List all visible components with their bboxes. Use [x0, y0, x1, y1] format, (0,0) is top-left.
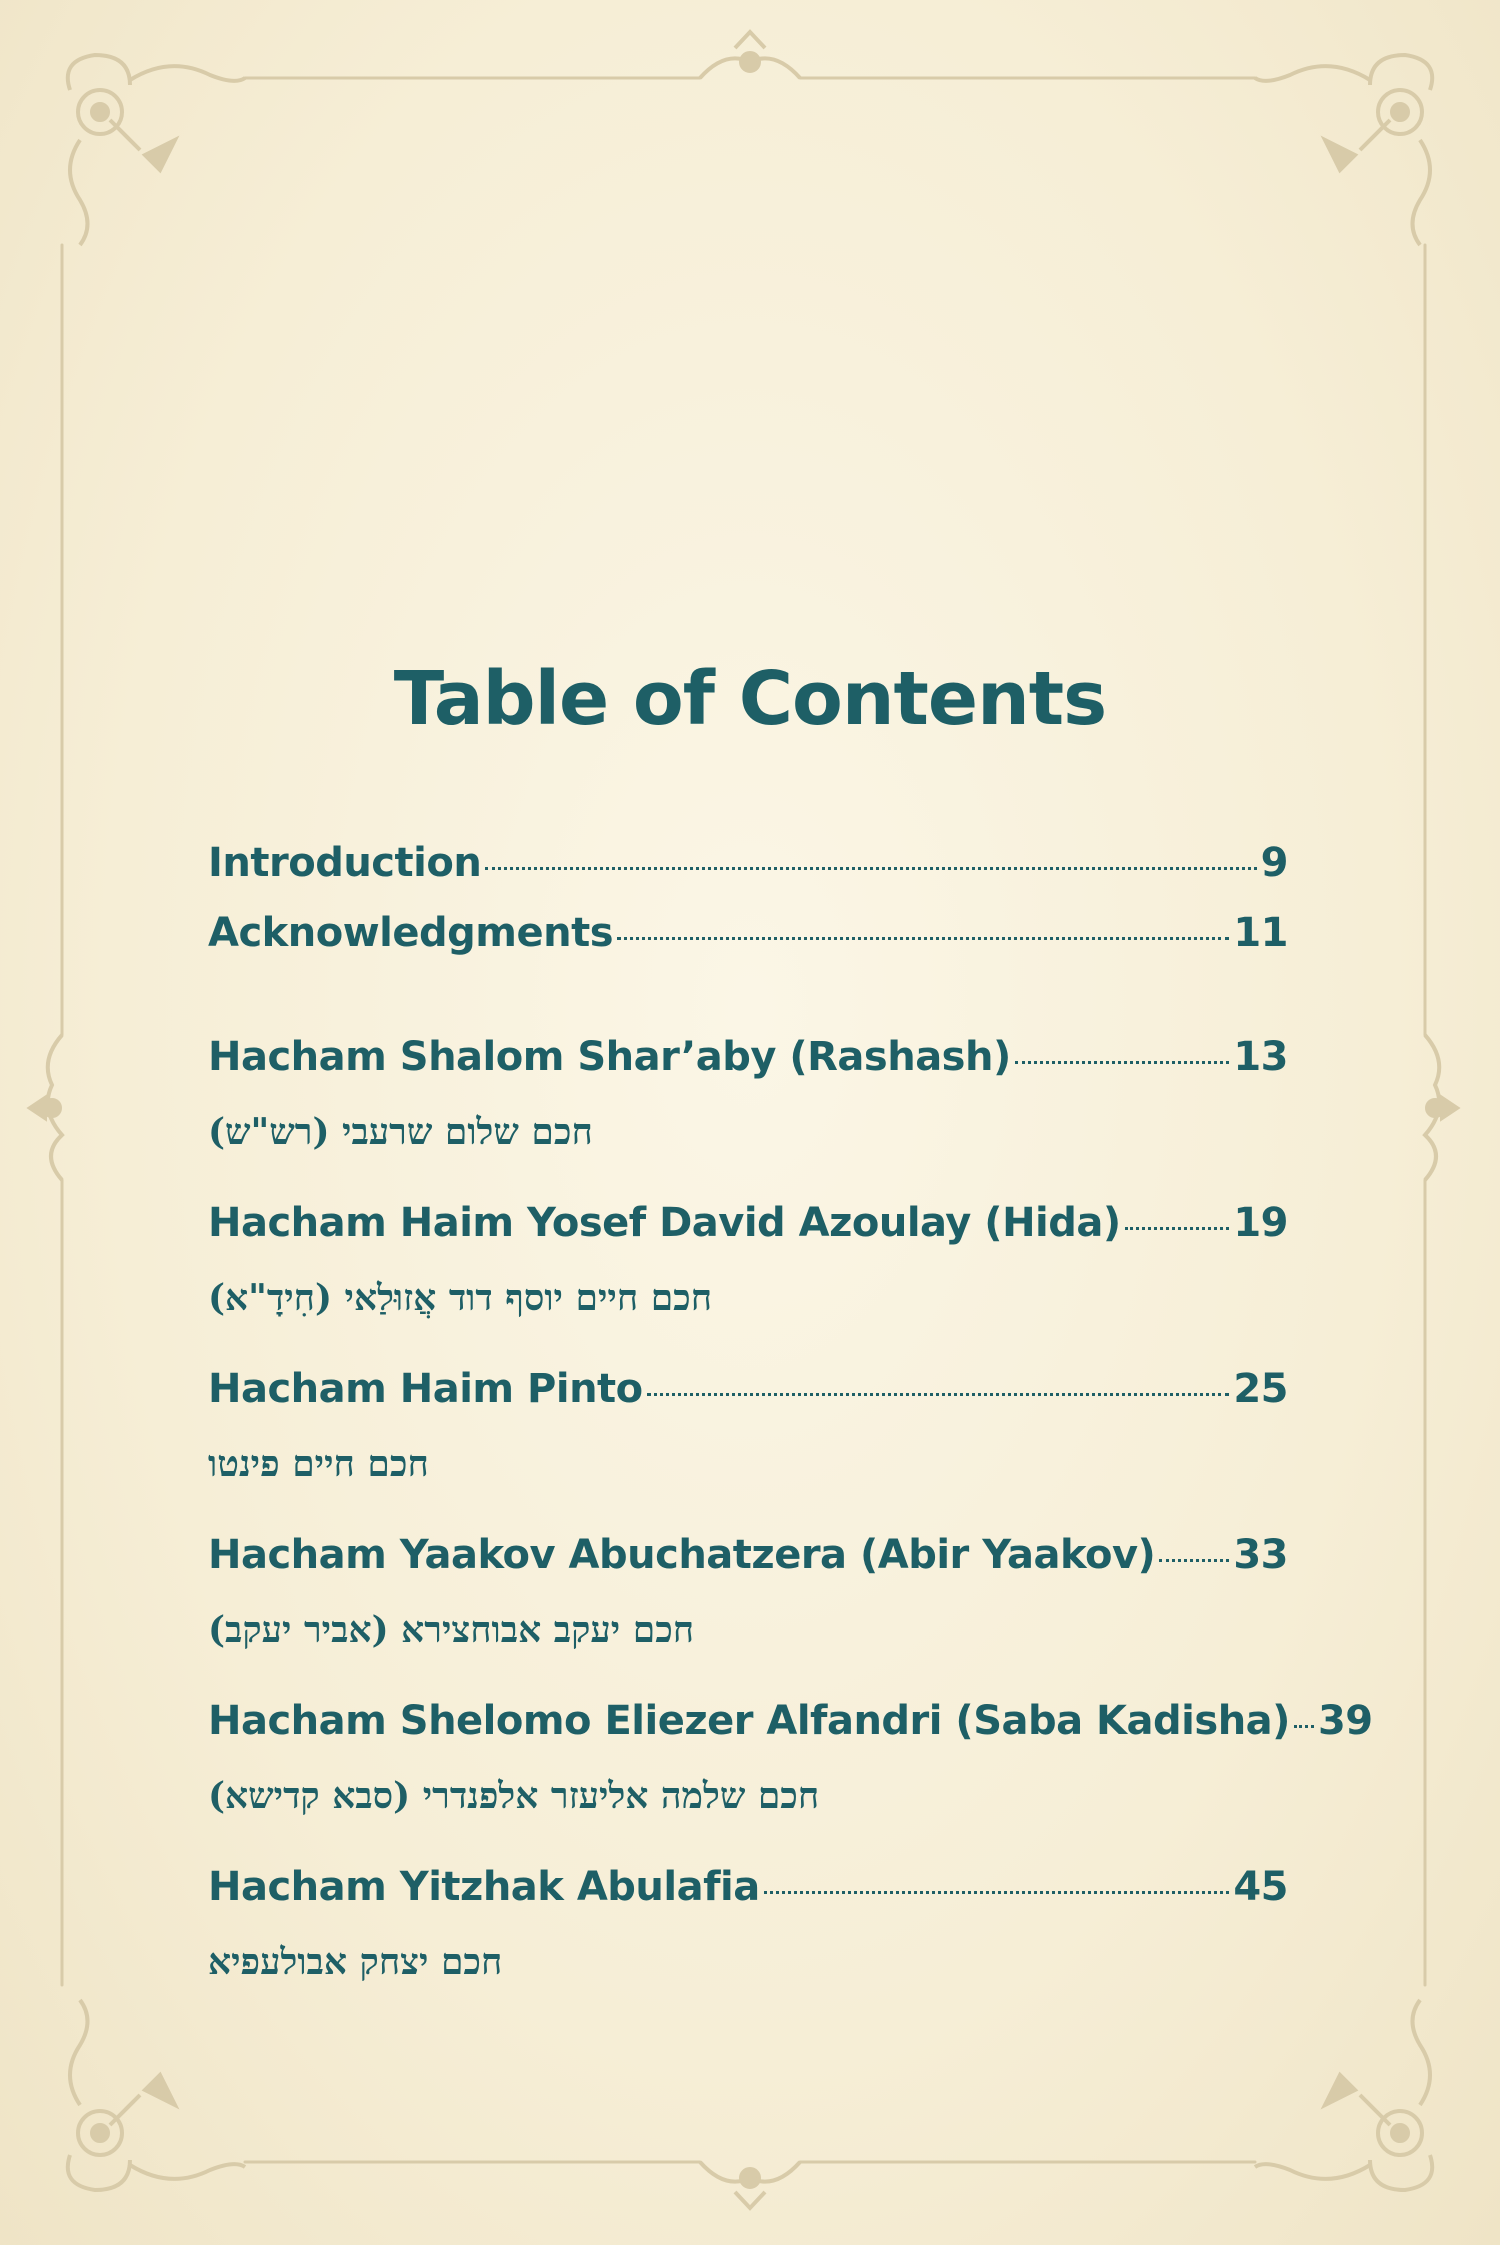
corner-ornament-bottom-left: [68, 2000, 245, 2190]
dot-leader: [1294, 1725, 1314, 1728]
toc-entry-label: Introduction: [208, 840, 482, 886]
toc-chapter-pinto: [208, 1366, 1288, 1492]
dot-leader: [1125, 1227, 1230, 1230]
toc-entry-chapter[interactable]: [208, 1366, 1288, 1436]
toc-entry-label: Hacham Yitzhak Abulafia: [208, 1864, 760, 1910]
toc-entry-chapter[interactable]: [208, 1200, 1288, 1270]
toc-page-number: 33: [1233, 1532, 1288, 1578]
dot-leader: [617, 937, 1229, 940]
page-title: Table of Contents: [393, 656, 1107, 742]
dot-leader: [647, 1393, 1230, 1396]
toc-entry-chapter[interactable]: [208, 1034, 1288, 1104]
toc-entry-label: Hacham Yaakov Abuchatzera (Abir Yaakov): [208, 1532, 1156, 1578]
toc-entry-introduction[interactable]: [208, 840, 1288, 910]
toc-page-number: 9: [1260, 840, 1288, 886]
toc-hebrew-title: חכם יעקב אבוחצירא (אביר יעקב): [208, 1609, 695, 1651]
dot-leader: [764, 1891, 1230, 1894]
toc-chapter-abulafia: [208, 1864, 1288, 1990]
toc-page-number: 45: [1233, 1864, 1288, 1910]
left-middle-ornament: [30, 1035, 62, 1180]
toc-page-number: 25: [1233, 1366, 1288, 1412]
toc-entry-chapter[interactable]: [208, 1532, 1288, 1602]
toc-page-number: 39: [1317, 1698, 1373, 1744]
dot-leader: [485, 867, 1256, 870]
bottom-center-ornament: [700, 2162, 800, 2208]
toc-entry-chapter[interactable]: [208, 1698, 1373, 1768]
toc-entry-label: Hacham Shelomo Eliezer Alfandri (Saba Kadisha): [208, 1698, 1290, 1744]
toc-hebrew-title: חכם חיים יוסף דוד אֲזוּלַאי (חִידָ"א): [208, 1277, 713, 1319]
toc-entry-label: Hacham Shalom Shar’aby (Rashash): [208, 1034, 1011, 1080]
toc-entry-chapter[interactable]: [208, 1864, 1288, 1934]
corner-ornament-top-right: [1255, 55, 1432, 245]
toc-entry-label: Hacham Haim Pinto: [208, 1366, 643, 1412]
table-of-contents: [208, 840, 1373, 1990]
right-middle-ornament: [1425, 1035, 1457, 1180]
toc-hebrew-title: חכם שלמה אליעזר אלפנדרי (סבא קדישא): [208, 1775, 820, 1817]
dot-leader: [1159, 1559, 1229, 1562]
toc-chapter-rashash: [208, 1034, 1288, 1160]
toc-page-number: 13: [1233, 1034, 1288, 1080]
toc-chapter-alfandri: [208, 1698, 1373, 1824]
corner-ornament-top-left: [68, 55, 245, 245]
toc-chapter-hida: [208, 1200, 1288, 1326]
toc-chapter-abuchatzera: [208, 1532, 1288, 1658]
toc-entry-label: Acknowledgments: [208, 910, 613, 956]
toc-hebrew-title: חכם יצחק אבולעפיא: [208, 1941, 503, 1983]
toc-hebrew-title: חכם שלום שרעבי (רש"ש): [208, 1111, 593, 1153]
toc-page-number: 11: [1233, 910, 1288, 956]
corner-ornament-bottom-right: [1255, 2000, 1432, 2190]
toc-page-number: 19: [1233, 1200, 1288, 1246]
toc-entry-label: Hacham Haim Yosef David Azoulay (Hida): [208, 1200, 1121, 1246]
toc-hebrew-title: חכם חיים פינטו: [208, 1443, 429, 1485]
toc-entry-acknowledgments[interactable]: [208, 910, 1288, 980]
dot-leader: [1015, 1061, 1230, 1064]
top-center-ornament: [700, 32, 800, 78]
